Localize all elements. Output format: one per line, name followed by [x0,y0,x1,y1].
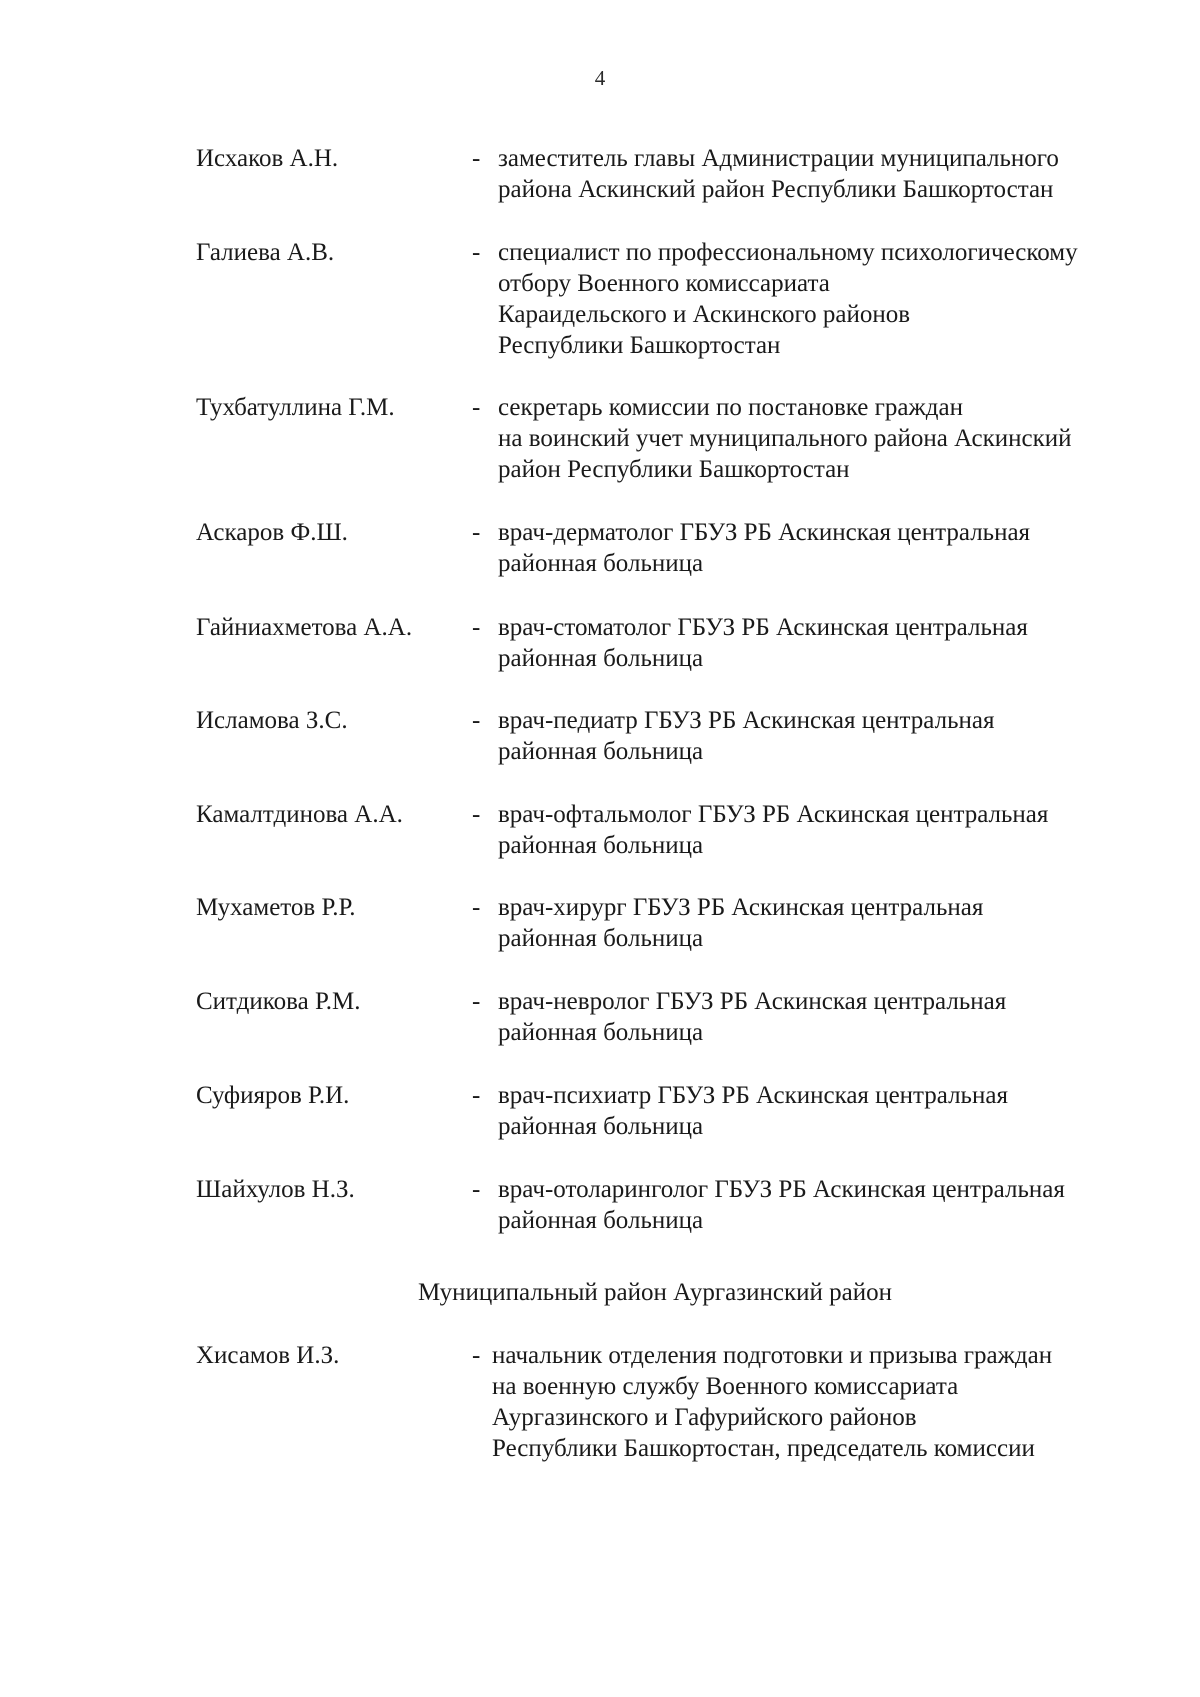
role-line: начальник отделения подготовки и призыва граждан [492,1342,1053,1369]
role-line: врач-хирург ГБУЗ РБ Аскинская центральная [498,894,984,921]
role-line: на военную службу Военного комиссариата [492,1373,959,1400]
role-line: районная больница [498,738,704,765]
role-line: врач-психиатр ГБУЗ РБ Аскинская центральная [498,1082,1008,1109]
role-line: районная больница [498,1207,704,1234]
member-dash: - [472,988,481,1015]
role-line: отбору Военного комиссариата [498,270,830,297]
role-line: врач-невролог ГБУЗ РБ Аскинская центральная [498,988,1007,1015]
section-heading: Муниципальный район Аургазинский район [418,1279,892,1306]
member-name: Мухаметов Р.Р. [196,894,356,921]
role-line: Республики Башкортостан [498,332,781,359]
role-line: врач-стоматолог ГБУЗ РБ Аскинская центральная [498,614,1028,641]
member-name: Хисамов И.З. [196,1342,340,1369]
member-dash: - [472,801,481,828]
member-dash: - [472,1176,481,1203]
role-line: района Аскинский район Республики Башкортостан [498,176,1054,203]
member-role [498,517,1178,579]
role-line: район Республики Башкортостан [498,456,850,483]
member-name: Суфияров Р.И. [196,1082,350,1109]
member-name: Гайниахметова А.А. [196,614,413,641]
member-role [498,799,1178,861]
role-line: врач-дерматолог ГБУЗ РБ Аскинская центральная [498,519,1031,546]
role-line: Аургазинского и Гафурийского районов [492,1404,917,1431]
member-role [498,237,1178,361]
role-line: врач-офтальмолог ГБУЗ РБ Аскинская центральная [498,801,1049,828]
member-role [498,1080,1178,1142]
role-line: Караидельского и Аскинского районов [498,301,911,328]
member-dash: - [472,707,481,734]
member-dash: - [472,1082,481,1109]
role-line: районная больница [498,1019,704,1046]
member-role [498,705,1178,767]
role-line: на воинский учет муниципального района Аскинский [498,425,1072,452]
role-line: районная больница [498,645,704,672]
role-line: врач-педиатр ГБУЗ РБ Аскинская центральная [498,707,995,734]
member-role [492,1340,1172,1464]
role-line: Республики Башкортостан, председатель комиссии [492,1435,1035,1462]
member-role [498,892,1178,954]
role-line: врач-отоларинголог ГБУЗ РБ Аскинская центральная [498,1176,1065,1203]
member-dash: - [472,1342,481,1369]
member-dash: - [472,614,481,641]
member-role [498,143,1178,205]
role-line: районная больница [498,925,704,952]
member-name: Галиева А.В. [196,239,335,266]
member-name: Камалтдинова А.А. [196,801,403,828]
member-dash: - [472,394,481,421]
role-line: районная больница [498,832,704,859]
role-line: специалист по профессиональному психологическому [498,239,1078,266]
member-dash: - [472,239,481,266]
member-name: Исламова З.С. [196,707,348,734]
page-number: 4 [594,66,606,90]
member-role [498,392,1178,485]
member-name: Аскаров Ф.Ш. [196,519,348,546]
member-name: Исхаков А.Н. [196,145,339,172]
member-role [498,1174,1178,1236]
member-name: Ситдикова Р.М. [196,988,361,1015]
role-line: секретарь комиссии по постановке граждан [498,394,963,421]
member-role [498,612,1178,674]
member-name: Шайхулов Н.З. [196,1176,355,1203]
member-dash: - [472,145,481,172]
role-line: районная больница [498,550,704,577]
member-dash: - [472,894,481,921]
member-dash: - [472,519,481,546]
role-line: районная больница [498,1113,704,1140]
member-name: Тухбатуллина Г.М. [196,394,395,421]
role-line: заместитель главы Администрации муниципального [498,145,1059,172]
member-role [498,986,1178,1048]
